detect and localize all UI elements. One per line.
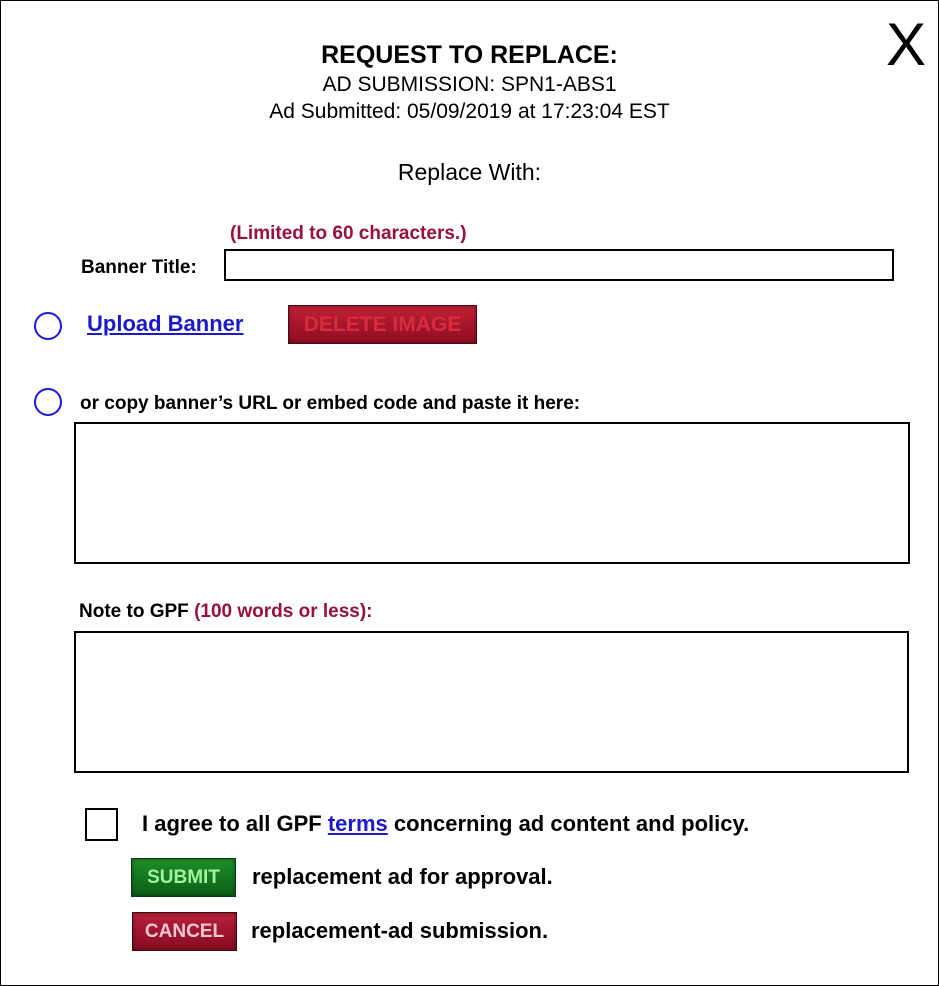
note-textarea[interactable] <box>74 631 909 773</box>
banner-title-limit-note: (Limited to 60 characters.) <box>230 223 467 244</box>
agree-terms-checkbox[interactable] <box>85 808 118 841</box>
url-embed-textarea[interactable] <box>74 422 910 564</box>
delete-image-button[interactable]: DELETE IMAGE <box>288 305 477 344</box>
agree-prefix: I agree to all GPF <box>142 811 322 836</box>
note-label <box>79 601 373 623</box>
submit-description: replacement ad for approval. <box>252 864 553 889</box>
cancel-description: replacement-ad submission. <box>251 918 549 943</box>
replace-with-heading: Replace With: <box>397 159 542 185</box>
upload-banner-link[interactable]: Upload Banner <box>87 311 244 336</box>
agree-terms-text <box>142 811 749 837</box>
note-limit-text: (100 words or less): <box>194 601 373 622</box>
url-embed-radio[interactable] <box>34 388 62 416</box>
terms-link[interactable]: terms <box>327 811 388 836</box>
ad-submission-id: AD SUBMISSION: SPN1-ABS1 <box>322 73 617 96</box>
dialog-title: REQUEST TO REPLACE: <box>321 41 618 69</box>
cancel-button[interactable]: CANCEL <box>132 912 237 951</box>
agree-suffix: concerning ad content and policy. <box>393 811 750 836</box>
note-label-text: Note to GPF <box>79 601 189 622</box>
close-icon[interactable]: X <box>885 11 927 78</box>
url-embed-label: or copy banner’s URL or embed code and paste it here: <box>80 393 581 414</box>
upload-banner-radio[interactable] <box>34 312 62 340</box>
submit-button[interactable]: SUBMIT <box>131 858 236 897</box>
ad-submitted-timestamp: Ad Submitted: 05/09/2019 at 17:23:04 EST <box>269 100 670 123</box>
banner-title-label: Banner Title: <box>81 257 197 278</box>
banner-title-input[interactable] <box>224 249 894 281</box>
